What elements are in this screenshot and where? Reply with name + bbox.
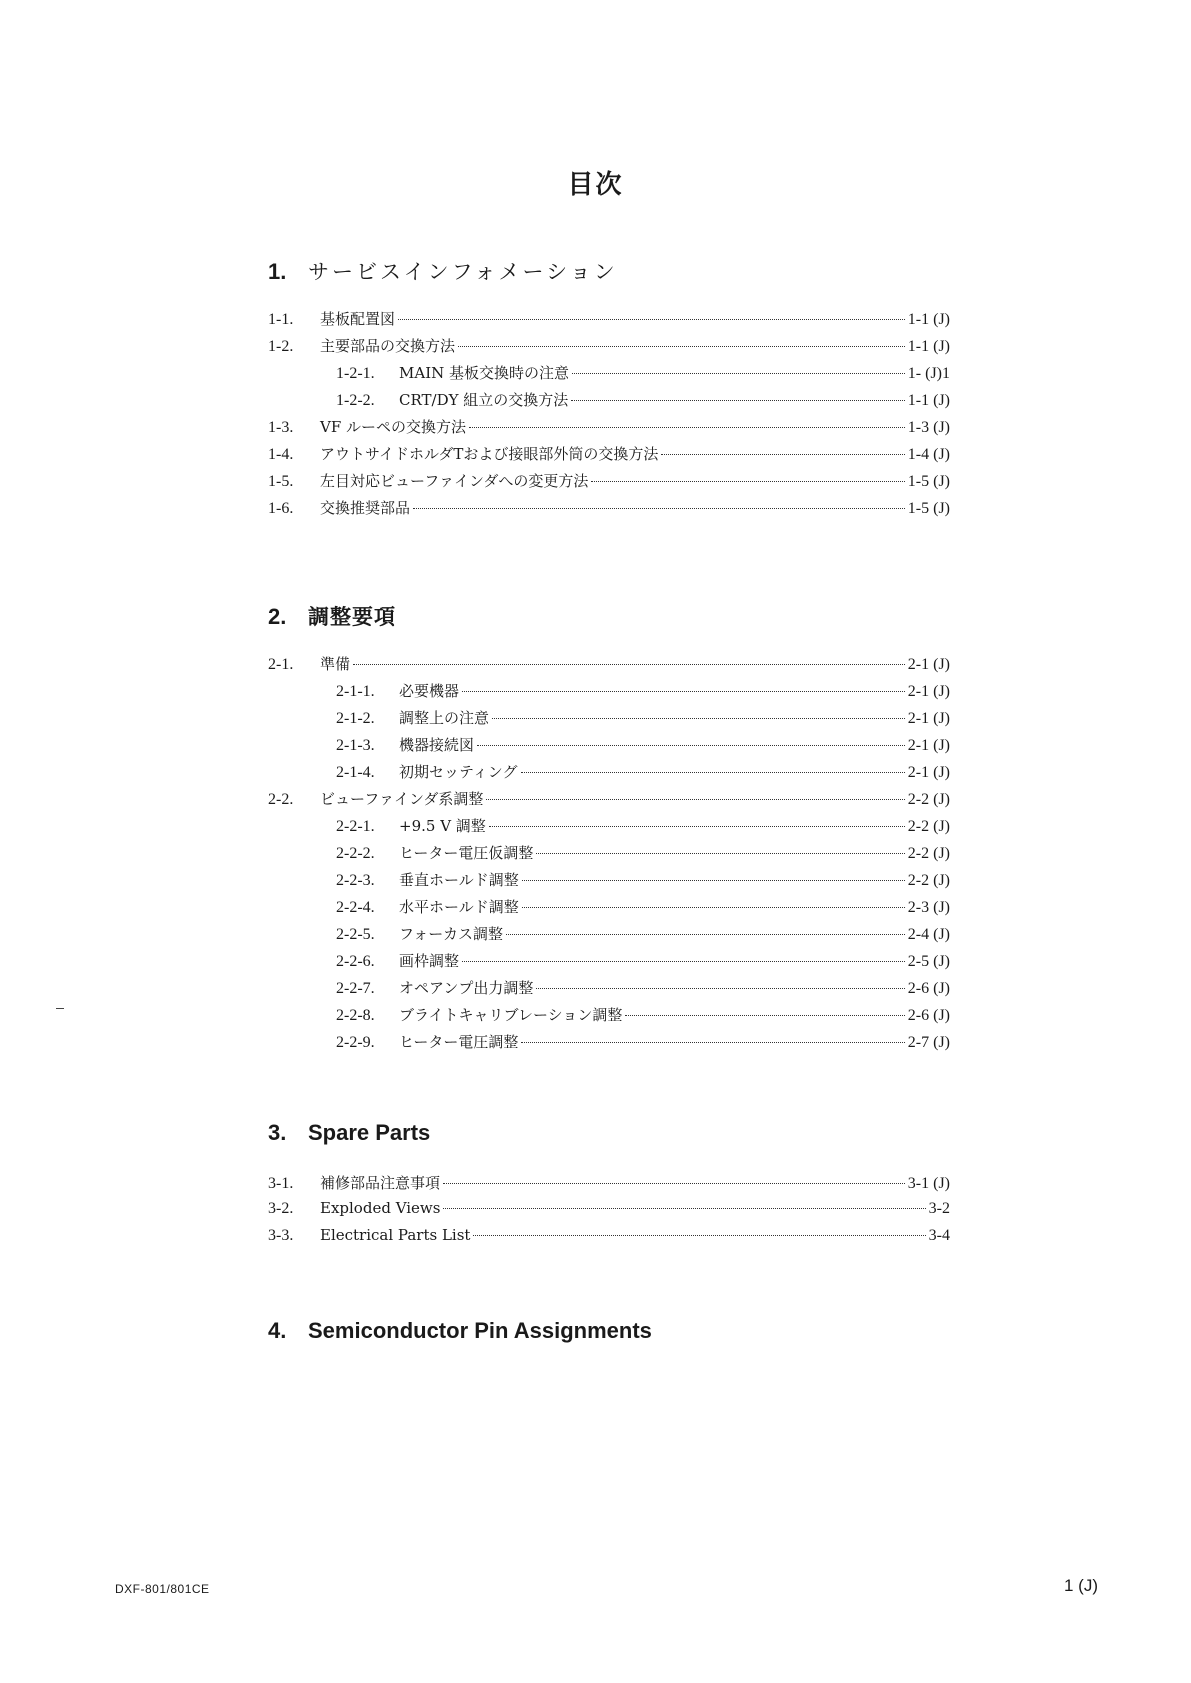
entry-page: 1- (J)1 <box>907 365 950 382</box>
toc-entry[interactable] <box>268 308 950 335</box>
section-title: 調整要項 <box>308 605 396 629</box>
dot-leader <box>443 1183 905 1184</box>
entry-number: 1-2. <box>268 338 294 355</box>
entry-page: 2-3 (J) <box>907 899 950 916</box>
section-number: 2. <box>268 604 287 629</box>
entry-title: 左目対応ビューファインダへの変更方法 <box>320 472 589 490</box>
entry-page: 2-5 (J) <box>907 953 950 970</box>
dot-leader <box>536 853 904 854</box>
entry-number: 2-2-2. <box>336 845 375 862</box>
entry-page: 1-1 (J) <box>907 311 950 328</box>
section-title: Spare Parts <box>308 1120 431 1145</box>
entry-page: 3-1 (J) <box>907 1175 950 1192</box>
dot-leader <box>506 934 905 935</box>
section-number: 4. <box>268 1318 287 1343</box>
section-heading <box>268 601 950 631</box>
entry-number: 3-2. <box>268 1200 294 1217</box>
toc-entry[interactable] <box>268 1226 950 1253</box>
toc-subentry[interactable] <box>268 734 950 761</box>
toc-subentry[interactable] <box>268 680 950 707</box>
entry-page: 2-4 (J) <box>907 926 950 943</box>
toc-subentry[interactable] <box>268 1004 950 1031</box>
dot-leader <box>572 373 905 374</box>
entry-title: フォーカス調整 <box>399 925 503 943</box>
entry-page: 1-5 (J) <box>907 473 950 490</box>
entry-page: 2-1 (J) <box>907 710 950 727</box>
entry-number: 1-5. <box>268 473 294 490</box>
entry-title: ヒーター電圧仮調整 <box>399 844 534 862</box>
dot-leader <box>443 1208 925 1209</box>
entry-number: 2-2-8. <box>336 1007 375 1024</box>
section-number: 1. <box>268 259 287 284</box>
entry-number: 2-1. <box>268 656 294 673</box>
entry-title: 主要部品の交換方法 <box>320 337 456 355</box>
dot-leader <box>522 907 905 908</box>
entry-title: 基板配置図 <box>320 310 396 328</box>
entry-page: 1-5 (J) <box>907 500 950 517</box>
dot-leader <box>489 826 905 827</box>
page-title: 目次 <box>567 170 624 200</box>
entry-number: 2-1-3. <box>336 737 375 754</box>
entry-number: 2-1-4. <box>336 764 375 781</box>
dot-leader <box>458 346 905 347</box>
toc-subentry[interactable] <box>268 923 950 950</box>
entry-page: 2-2 (J) <box>907 818 950 835</box>
section-heading <box>268 1120 950 1150</box>
entry-page: 2-2 (J) <box>907 872 950 889</box>
dot-leader <box>353 664 905 665</box>
dot-leader <box>661 454 904 455</box>
entry-page: 1-4 (J) <box>907 446 950 463</box>
entry-title: ヒーター電圧調整 <box>399 1033 519 1051</box>
section-title: サービスインフォメーション <box>308 260 618 284</box>
dot-leader <box>462 691 905 692</box>
entry-title: MAIN 基板交換時の注意 <box>399 364 570 382</box>
footer-model: DXF-801/801CE <box>115 1582 210 1596</box>
toc-entry[interactable] <box>268 788 950 815</box>
entry-page: 2-2 (J) <box>907 791 950 808</box>
dot-leader <box>571 400 905 401</box>
entry-title: 補修部品注意事項 <box>320 1174 441 1192</box>
entry-page: 1-3 (J) <box>907 419 950 436</box>
toc-section-3 <box>268 1120 950 1253</box>
entry-title: 水平ホールド調整 <box>399 898 519 916</box>
entry-number: 2-2-9. <box>336 1034 375 1051</box>
toc-entry[interactable] <box>268 653 950 680</box>
dot-leader <box>521 772 905 773</box>
dot-leader <box>473 1235 925 1236</box>
entry-title: CRT/DY 組立の交換方法 <box>399 391 569 409</box>
entry-page: 2-6 (J) <box>907 980 950 997</box>
toc-entry[interactable] <box>268 1172 950 1199</box>
toc-subentry[interactable] <box>268 1031 950 1058</box>
entry-number: 3-3. <box>268 1227 294 1244</box>
toc-entry[interactable] <box>268 416 950 443</box>
dot-leader <box>536 988 904 989</box>
toc-entry[interactable] <box>268 1199 950 1226</box>
footer-page-number: 1 (J) <box>1064 1576 1098 1595</box>
toc-entry[interactable] <box>268 335 950 362</box>
toc-subentry[interactable] <box>268 977 950 1004</box>
dot-leader <box>462 961 905 962</box>
toc-entry[interactable] <box>268 470 950 497</box>
dot-leader <box>477 745 905 746</box>
toc-subentry[interactable] <box>268 950 950 977</box>
dot-leader <box>625 1015 904 1016</box>
toc-section-1 <box>268 256 950 524</box>
section-number: 3. <box>268 1120 287 1145</box>
entry-page: 3-4 <box>928 1227 950 1244</box>
toc-section-4 <box>268 1318 950 1348</box>
entry-number: 2-2-4. <box>336 899 375 916</box>
entry-number: 2-2. <box>268 791 294 808</box>
entry-page: 2-1 (J) <box>907 656 950 673</box>
entry-number: 2-2-1. <box>336 818 375 835</box>
dot-leader <box>486 799 904 800</box>
entry-title: 機器接続図 <box>399 736 475 754</box>
entry-title: VF ルーペの交換方法 <box>320 418 467 436</box>
entry-title: Electrical Parts List <box>320 1226 471 1244</box>
entry-page: 1-1 (J) <box>907 338 950 355</box>
section-heading <box>268 1318 950 1348</box>
entry-number: 2-1-1. <box>336 683 375 700</box>
entry-number: 2-1-2. <box>336 710 375 727</box>
entry-number: 1-3. <box>268 419 294 436</box>
entry-number: 1-1. <box>268 311 294 328</box>
entry-page: 2-6 (J) <box>907 1007 950 1024</box>
dot-leader <box>521 1042 904 1043</box>
dot-leader <box>492 718 905 719</box>
toc-subentry[interactable] <box>268 842 950 869</box>
entry-page: 1-1 (J) <box>907 392 950 409</box>
section-title: Semiconductor Pin Assignments <box>308 1318 652 1343</box>
entry-number: 2-2-3. <box>336 872 375 889</box>
toc-entry[interactable] <box>268 497 950 524</box>
toc-entries <box>268 1172 950 1253</box>
entry-number: 1-6. <box>268 500 294 517</box>
entry-title: オペアンプ出力調整 <box>399 979 534 997</box>
toc-subentry[interactable] <box>268 869 950 896</box>
entry-title: 準備 <box>320 655 351 673</box>
entry-number: 1-4. <box>268 446 294 463</box>
toc-entries <box>268 308 950 524</box>
toc-subentry[interactable] <box>268 815 950 842</box>
entry-number: 1-2-2. <box>336 392 375 409</box>
toc-subentry[interactable] <box>268 362 950 389</box>
dot-leader <box>469 427 905 428</box>
entry-title: 画枠調整 <box>399 952 460 970</box>
toc-subentry[interactable] <box>268 389 950 416</box>
entry-page: 2-1 (J) <box>907 764 950 781</box>
dot-leader <box>413 508 905 509</box>
entry-title: 調整上の注意 <box>399 709 490 727</box>
entry-page: 2-7 (J) <box>907 1034 950 1051</box>
toc-subentry[interactable] <box>268 707 950 734</box>
entry-page: 3-2 <box>928 1200 950 1217</box>
entry-title: Exploded Views <box>320 1199 441 1217</box>
entry-title: アウトサイドホルダTおよび接眼部外筒の交換方法 <box>320 445 659 463</box>
section-heading <box>268 256 950 286</box>
entry-page: 2-1 (J) <box>907 737 950 754</box>
toc-subentry[interactable] <box>268 896 950 923</box>
entry-title: 初期セッティング <box>399 763 518 781</box>
entry-number: 3-1. <box>268 1175 294 1192</box>
entry-page: 2-2 (J) <box>907 845 950 862</box>
toc-subentry[interactable] <box>268 761 950 788</box>
entry-title: +9.5 V 調整 <box>399 817 486 835</box>
margin-mark <box>56 1008 64 1009</box>
dot-leader <box>522 880 905 881</box>
entry-number: 2-2-7. <box>336 980 375 997</box>
entry-number: 2-2-6. <box>336 953 375 970</box>
toc-entry[interactable] <box>268 443 950 470</box>
toc-section-2 <box>268 601 950 1058</box>
entry-title: ブライトキャリブレーション調整 <box>399 1006 623 1024</box>
dot-leader <box>591 481 904 482</box>
toc-entries <box>268 653 950 1058</box>
entry-title: 必要機器 <box>399 682 460 700</box>
entry-title: 交換推奨部品 <box>320 499 411 517</box>
entry-page: 2-1 (J) <box>907 683 950 700</box>
entry-number: 2-2-5. <box>336 926 375 943</box>
entry-number: 1-2-1. <box>336 365 375 382</box>
entry-title: 垂直ホールド調整 <box>399 871 519 889</box>
dot-leader <box>398 319 905 320</box>
entry-title: ビューファインダ系調整 <box>320 790 484 808</box>
